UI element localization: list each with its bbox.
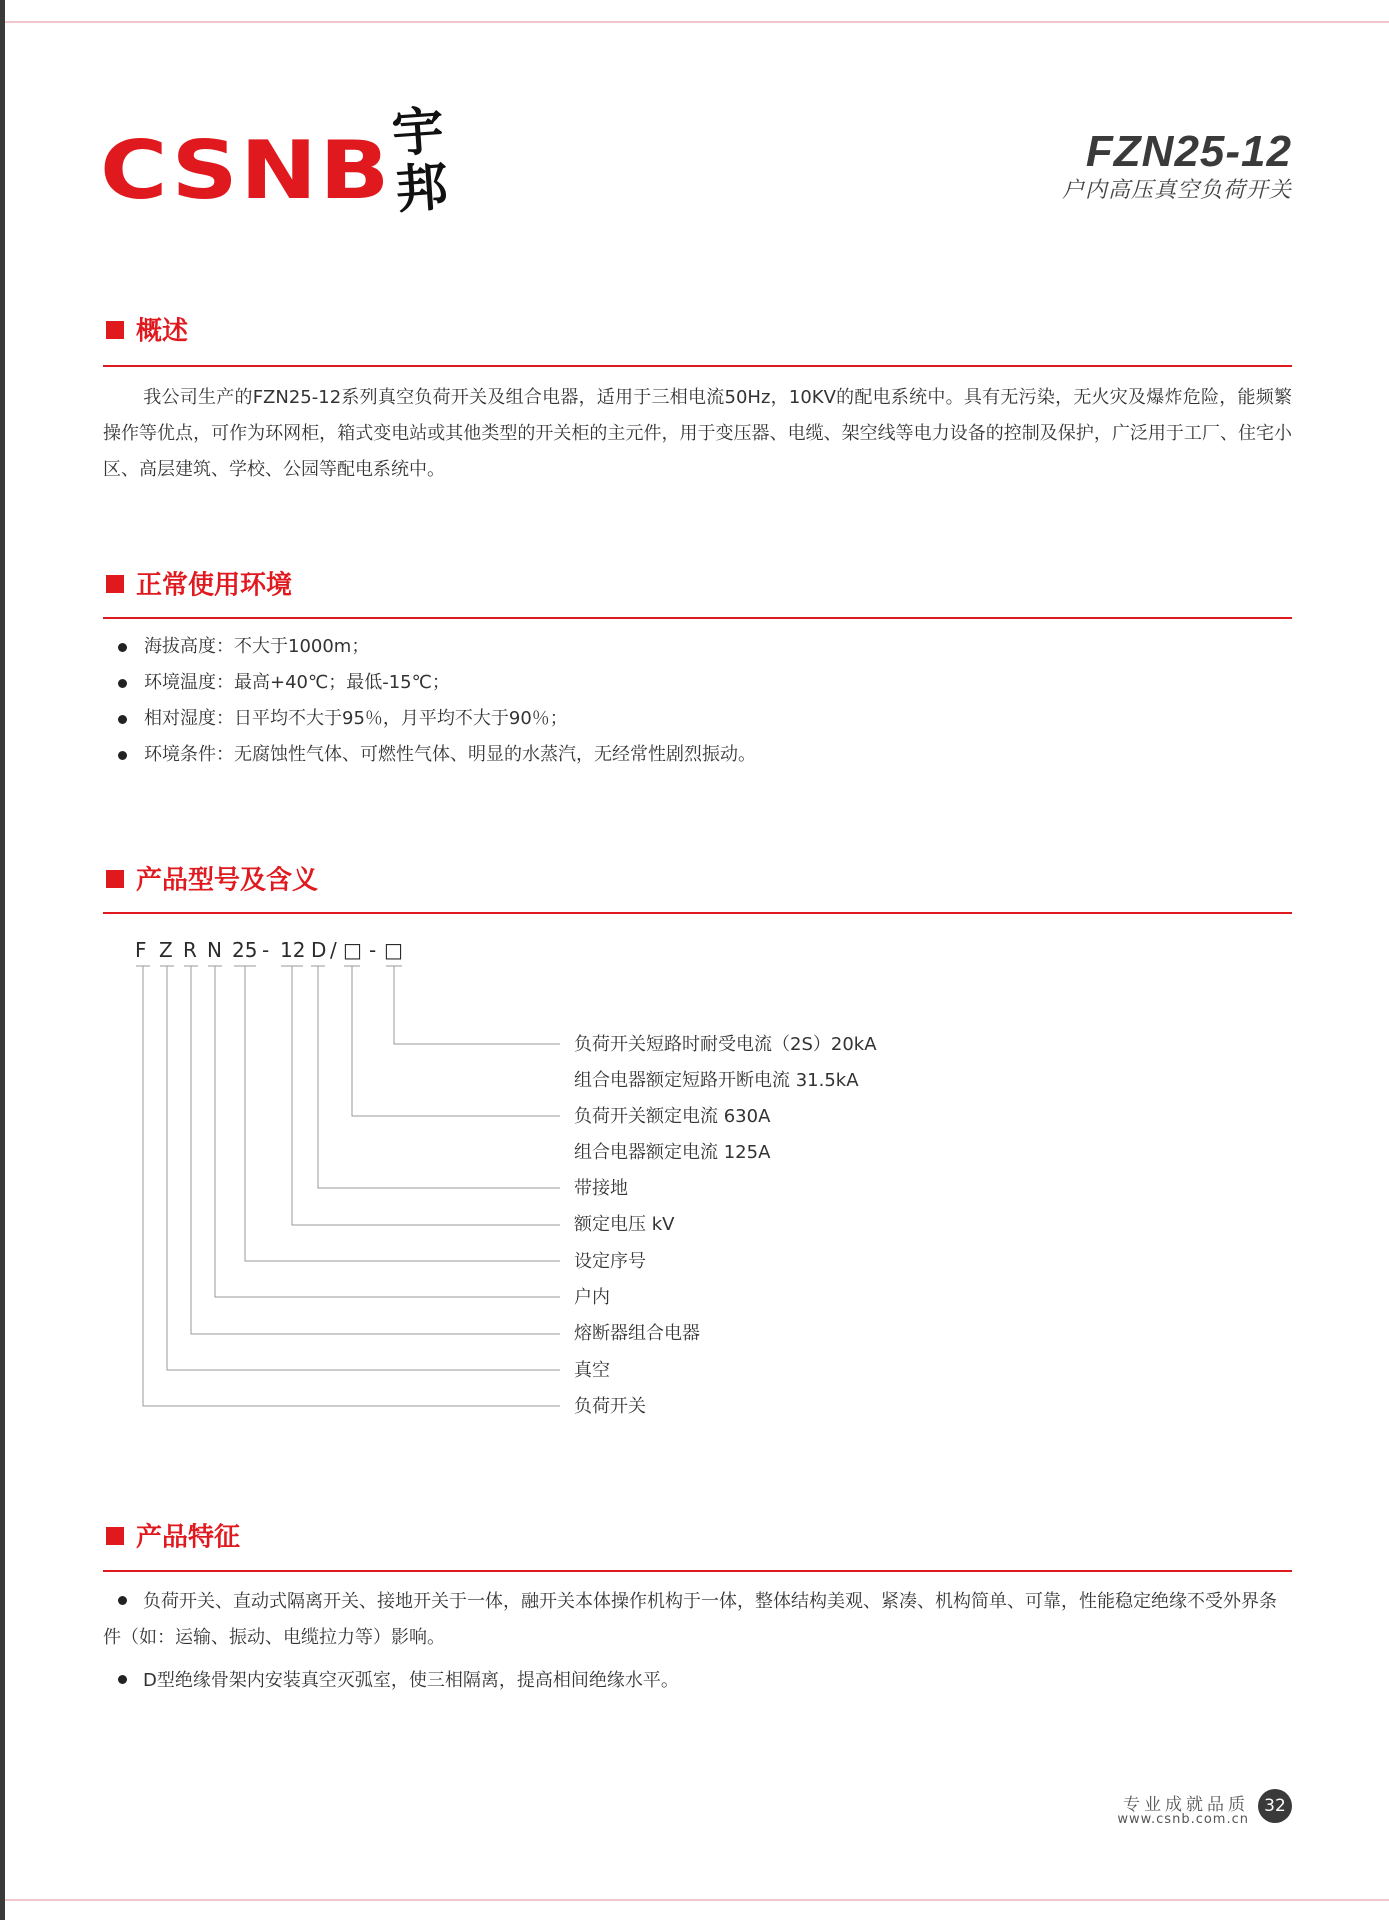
model-meaning-item: 真空: [574, 1360, 610, 1381]
square-bullet-icon: [106, 1527, 124, 1545]
brand-logo-text: CSNB: [100, 124, 392, 217]
leader-line: [215, 966, 560, 1297]
list-item-text: 环境条件：无腐蚀性气体、可燃性气体、明显的水蒸汽，无经常性剧烈振动。: [144, 744, 756, 765]
feature-text: 负荷开关、直动式隔离开关、接地开关于一体，融开关本体操作机构于一体，整体结构美观、紧凑、机构简单、可靠，性能稳定绝缘不受外界条件（如：运输、振动、电缆拉力等）影响。: [103, 1591, 1277, 1648]
model-code-char: D: [311, 938, 327, 962]
model-code-char: □: [384, 938, 403, 962]
leader-line: [352, 966, 560, 1116]
model-meaning-item: 带接地: [574, 1178, 628, 1199]
model-code-char: 12: [280, 938, 306, 962]
model-title: FZN25-12: [1085, 127, 1292, 176]
model-code-char: R: [183, 938, 197, 962]
leader-line: [191, 966, 560, 1334]
footer-slogan: 专业成就品质: [1123, 1795, 1249, 1815]
leader-line: [292, 966, 560, 1225]
model-code-char: /: [330, 938, 337, 962]
section-title: 产品型号及含义: [136, 865, 319, 896]
bullet-dot-icon: [118, 1596, 127, 1605]
model-code-char: -: [262, 938, 270, 962]
list-item-text: 海拔高度：不大于1000m；: [144, 636, 370, 657]
page-number-badge: 32: [1258, 1789, 1292, 1823]
model-code-char: □: [343, 938, 362, 962]
model-meaning-item: 组合电器额定短路开断电流 31.5kA: [574, 1070, 859, 1091]
feature-item: [103, 1584, 1292, 1656]
list-item-text: 环境温度：最高+40℃；最低-15℃；: [144, 672, 450, 693]
leader-line: [318, 966, 560, 1188]
section-divider: [103, 1570, 1292, 1572]
model-code-char: Z: [159, 938, 173, 962]
model-meaning-item: 组合电器额定电流 125A: [574, 1142, 771, 1163]
bullet-dot-icon: [118, 1675, 127, 1684]
model-code-char: N: [207, 938, 222, 962]
model-meaning-item: 负荷开关: [574, 1396, 646, 1417]
model-code-char: F: [135, 938, 147, 962]
leader-line: [167, 966, 560, 1370]
footer-url: www.csnb.com.cn: [1117, 1812, 1249, 1827]
model-code-char: -: [369, 938, 377, 962]
model-meaning-item: 户内: [574, 1287, 610, 1308]
section-heading-features: [106, 1522, 240, 1552]
leader-line: [394, 966, 560, 1044]
section-title: 概述: [136, 316, 189, 347]
model-meaning-item: 熔断器组合电器: [574, 1323, 700, 1344]
overview-text: 我公司生产的FZN25-12系列真空负荷开关及组合电器，适用于三相电流50Hz，10KV的配电系统中。具有无污染，无火灾及爆炸危险，能频繁操作等优点，可作为环网柜，箱式变电站或其他类型的开关柜的主元件，用于变压器、电缆、架空线等电力设备的控制及保护，广泛用于工厂、住宅小区、高层建筑、学校、公园等配电系统中。: [103, 387, 1292, 480]
section-title: 正常使用环境: [136, 570, 293, 601]
model-meaning-item: 设定序号: [574, 1251, 646, 1272]
model-meaning-item: 负荷开关短路时耐受电流（2S）20kA: [574, 1034, 877, 1055]
section-title: 产品特征: [136, 1522, 241, 1553]
model-subtitle: 户内高压真空负荷开关: [1061, 178, 1292, 203]
model-meaning-item: 额定电压 kV: [574, 1214, 675, 1235]
list-item-text: 相对湿度：日平均不大于95％，月平均不大于90％；: [144, 708, 568, 729]
brand-logo-chinese: 宇邦: [389, 100, 450, 221]
model-meaning-item: 负荷开关额定电流 630A: [574, 1106, 771, 1127]
feature-item: [103, 1663, 1292, 1699]
feature-text: D型绝缘骨架内安装真空灭弧室，使三相隔离，提高相间绝缘水平。: [143, 1670, 679, 1691]
model-code-char: 25: [232, 938, 258, 962]
